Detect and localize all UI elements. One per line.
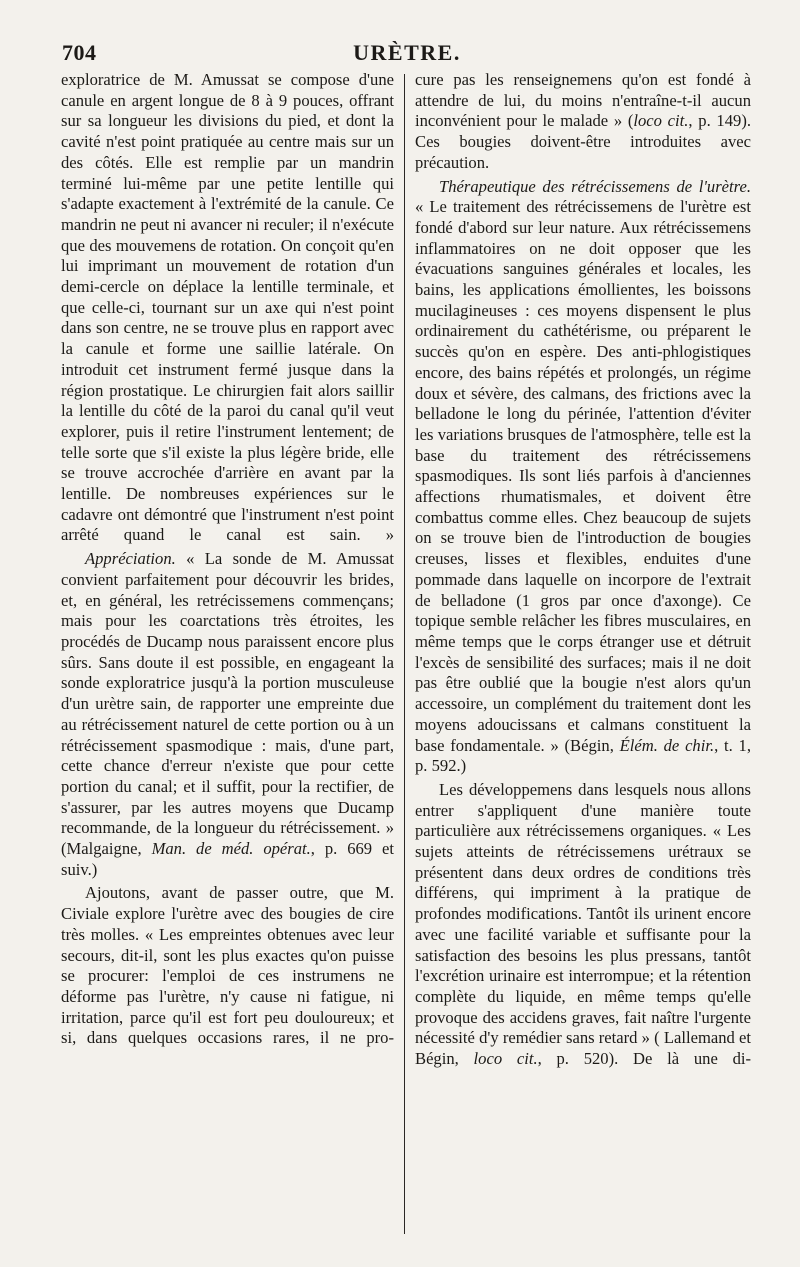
paragraph	[415, 177, 751, 777]
paragraph-text: « Le traitement des rétrécissemens de l'urètre est fondé d'abord sur leur nature. Aux rétrécissemens inflammatoires on ne doit opposer que les évacuations sanguines générales et locales, les bains, les applications émollientes, les boissons mucilagineuses : ces moyens dispensent le plus ordinairement du cathétérisme, ou préparent le succès qu'on en espère. Des anti-phlogistiques encore, des bains répétés et prolongés, un régime doux et sévère, des calmans, des frictions avec la belladone le long du périnée, l'attention d'éviter les variations brusques de l'atmosphère, telle est la base du traitement des rétrécissemens spasmodiques. Ils sont liés parfois à d'anciennes affections rhumatismales, et doivent être combattus comme elles. Chez beaucoup de sujets on se trouve bien de l'introduction de bougies creuses, lisses et flexibles, enduites d'une pommade dans laquelle on incorpore de l'extrait de belladone (1 gros par once d'axonge). Ce topique semble relâcher les fibres musculaires, en même temps que le corps étranger use et détruit l'excès de sensibilité des surfaces; mais il ne doit pas être oublié que la bougie n'est alors qu'un accessoire, un complément du traitement dont les moyens adoucissans et calmans constituent la base fondamentale. » (Bégin,	[415, 197, 751, 755]
running-title: URÈTRE.	[353, 40, 461, 65]
section-lead: Thérapeutique des rétrécissemens de l'urètre.	[439, 176, 751, 196]
citation-title: Man. de méd. opérat.	[151, 839, 311, 859]
paragraph-text: « La sonde de M. Amussat convient parfaitement pour découvrir les brides, et, en général, les retrécissemens commençans; mais pour les coarctations très étroites, les procédés de Ducamp nous paraissent encore plus sûrs. Sans doute il est possible, en engageant la sonde exploratrice jusqu'à la portion musculeuse d'un urètre sain, de rapporter une empreinte due au rétrécissement naturel de cette portion ou à un rétrécissement spasmodique : mais, d'une part, cette chance d'erreur n'existe que pour cette portion du canal; et il suffit, pour la rectifier, de s'assurer, par les autres moyens que Ducamp recommande, de la longueur du rétrécissement. » (Malgaigne,	[61, 549, 394, 859]
paragraph-text: exploratrice de M. Amussat se compose d'une canule en argent longue de 8 à 9 pouces, offrant sur sa longueur les divisions du pied, et dont la cavité n'est point pratiquée au centre mais sur un des côtés. Elle est remplie par un mandrin terminé lui-même par une petite lentille qui s'adapte exactement à l'extrémité de la canule. Ce mandrin ne peut ni avancer ni reculer; il n'exécute que des mouvemens de rotation. On conçoit qu'en lui imprimant un mouvement de rotation d'un demi-cercle on déplace la lentille terminale, et que celle-ci, tournant sur un axe qui n'est point dans son centre, ne se trouve plus en rapport avec la canule et forme une saillie latérale. On introduit cet instrument fermé jusque dans la région prostatique. Le chirurgien fait alors saillir la lentille du côté de la paroi du canal qu'il veut explorer, puis il retire l'instrument lentement; de telle sorte que s'il existe la plus légère bride, elle se trouve accrochée d'arrière en avant par la lentille. De nombreuses expériences sur le cadavre ont démontré que l'instrument n'est point arrêté quand le canal est sain. »	[61, 70, 394, 545]
paragraph	[61, 70, 394, 546]
section-lead: Appréciation.	[85, 549, 176, 569]
column-divider	[404, 74, 405, 1234]
paragraph-text: , p. 149). Ces bougies doivent-être introduites avec précaution.	[415, 111, 751, 172]
running-header	[62, 38, 752, 68]
citation-title: Élém. de chir.	[619, 735, 715, 755]
right-column	[415, 70, 751, 1250]
citation-pages: , t. 1, p. 592.)	[415, 735, 751, 776]
paragraph-text: cure pas les renseignemens qu'on est fondé à attendre de lui, du moins n'entraîne-t-il aucun inconvénient pour le malade » (	[415, 70, 751, 131]
page-number: 704	[62, 40, 97, 65]
citation-pages: , p. 669 et suiv.)	[61, 839, 394, 879]
citation-title: loco cit.	[633, 111, 689, 131]
paragraph	[415, 780, 751, 1070]
paragraph-text: Les développemens dans lesquels nous allons entrer s'appliquent d'une manière toute particulière aux rétrécissemens organiques. « Les sujets atteints de rétrécissemens urétraux se présentent dans deux ordres de conditions très différens, qui impriment à la pratique de profondes modifications. Tantôt ils urinent encore avec une facilité variable et suffisante pour la satisfaction des besoins les plus pressans, tantôt l'excrétion urinaire est interrompue; et la rétention complète du liquide, en même temps qu'elle provoque des accidens graves, fait naître l'urgente nécessité d'y remédier sans retard » ( Lallemand et Bégin,	[415, 779, 751, 1069]
paragraph-text: Ajoutons, avant de passer outre, que M. Civiale explore l'urètre avec des bougies de cire très molles. « Les empreintes obtenues avec leur secours, dit-il, sont les plus exactes qu'on puisse se procurer: l'emploi de ces instrumens ne déforme pas l'urètre, n'y cause ni fatigue, ni irritation, parce qu'il est fort peu douloureux; et si, dans quelques occasions rares, il ne pro-	[61, 883, 394, 1048]
citation-title: loco cit.	[473, 1049, 538, 1069]
paragraph	[61, 883, 394, 1049]
left-column	[61, 70, 394, 1250]
paragraph	[415, 70, 751, 174]
citation-pages: , p. 520). De là une di-	[537, 1049, 751, 1069]
paragraph	[61, 549, 394, 880]
